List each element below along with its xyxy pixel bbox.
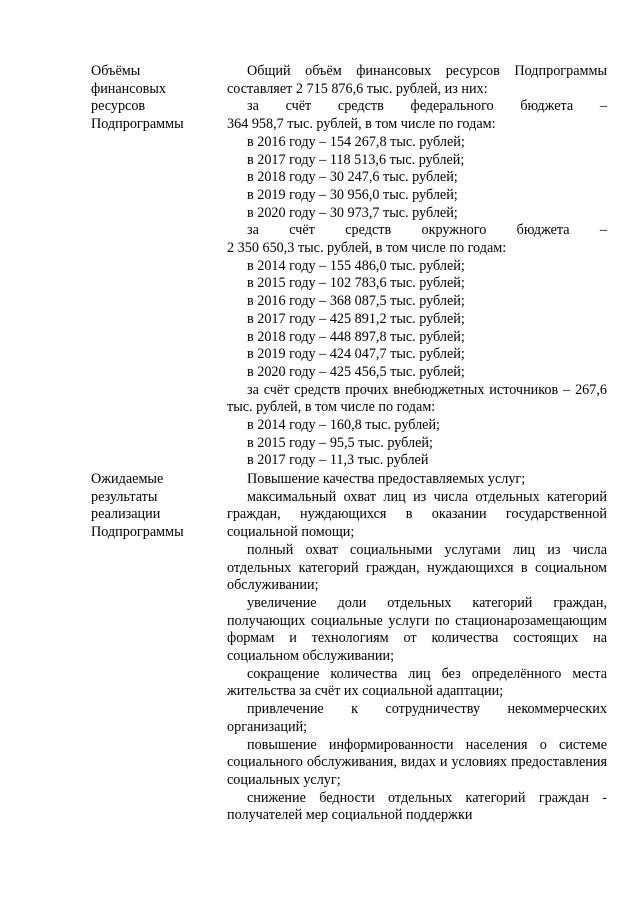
result-item: повышение информированности населения о системе социального обслуживания, видах и условиях предоставления социальных услуг; xyxy=(227,736,607,788)
results-label xyxy=(91,471,221,541)
financing-label-line: ресурсов xyxy=(91,98,146,114)
district-year-item: в 2014 году – 155 486,0 тыс. рублей; xyxy=(247,257,465,274)
financing-label-line: Подпрограммы xyxy=(91,115,184,132)
federal-year-item: в 2016 году – 154 267,8 тыс. рублей; xyxy=(247,133,465,150)
other-year-item: в 2014 году – 160,8 тыс. рублей; xyxy=(247,417,440,434)
results-label-line: Подпрограммы xyxy=(91,523,184,540)
district-year-item: в 2015 году – 102 783,6 тыс. рублей; xyxy=(247,275,465,292)
result-item: сокращение количества лиц без определённого места жительства за счёт их социальной адаптации; xyxy=(227,665,607,700)
district-intro-line-2: 2 350 650,3 тыс. рублей, в том числе по годам: xyxy=(227,240,507,257)
federal-year-item: в 2017 году – 118 513,6 тыс. рублей; xyxy=(247,151,465,168)
district-intro-line-1: за счёт средств окружного бюджета – xyxy=(247,222,607,239)
financing-content xyxy=(227,63,607,470)
financing-label-line: финансовых xyxy=(91,80,166,97)
results-label-line: результаты xyxy=(91,488,158,505)
result-item: снижение бедности отдельных категорий граждан - получателей мер социальной поддержки xyxy=(227,789,607,824)
financing-label xyxy=(91,63,221,133)
federal-year-item: в 2019 году – 30 956,0 тыс. рублей; xyxy=(247,186,458,203)
financing-total: Общий объём финансовых ресурсов Подпрограммы составляет 2 715 876,6 тыс. рублей, из них: xyxy=(227,63,607,97)
district-year-item: в 2019 году – 424 047,7 тыс. рублей; xyxy=(247,346,465,363)
financing-label-line: Объёмы xyxy=(91,63,141,79)
results-label-line: Ожидаемые xyxy=(91,471,164,487)
federal-year-item: в 2018 году – 30 247,6 тыс. рублей; xyxy=(247,169,458,186)
other-year-item: в 2017 году – 11,3 тыс. рублей xyxy=(247,452,429,469)
result-item: Повышение качества предоставляемых услуг; xyxy=(247,471,526,487)
district-year-item: в 2018 году – 448 897,8 тыс. рублей; xyxy=(247,328,465,345)
district-year-item: в 2016 году – 368 087,5 тыс. рублей; xyxy=(247,293,465,310)
federal-year-item: в 2020 году – 30 973,7 тыс. рублей; xyxy=(247,204,458,221)
district-year-item: в 2017 году – 425 891,2 тыс. рублей; xyxy=(247,310,465,327)
results-label-line: реализации xyxy=(91,506,161,522)
result-item: полный охват социальными услугами лиц из числа отдельных категорий граждан, нуждающихся в социальном обслуживании; xyxy=(227,541,607,594)
results-content xyxy=(227,471,607,825)
federal-intro-line-2: 364 958,7 тыс. рублей, в том числе по годам: xyxy=(227,116,496,133)
result-item: максимальный охват лиц из числа отдельных категорий граждан, нуждающихся в оказании государственной социальной помощи; xyxy=(227,488,607,541)
other-year-item: в 2015 году – 95,5 тыс. рублей; xyxy=(247,434,433,451)
other-intro: за счёт средств прочих внебюджетных источников – 267,6 тыс. рублей, в том числе по годам: xyxy=(227,381,607,416)
district-year-item: в 2020 году – 425 456,5 тыс. рублей; xyxy=(247,363,465,380)
result-item: увеличение доли отдельных категорий граждан, получающих социальные услуги по стационарозамещающим формам и технологиям от количества состоящих на социальном обслуживании; xyxy=(227,594,607,665)
result-item: привлечение к сотрудничеству некоммерческих организаций; xyxy=(227,701,607,735)
federal-intro-line-1: за счёт средств федерального бюджета – xyxy=(247,98,607,115)
